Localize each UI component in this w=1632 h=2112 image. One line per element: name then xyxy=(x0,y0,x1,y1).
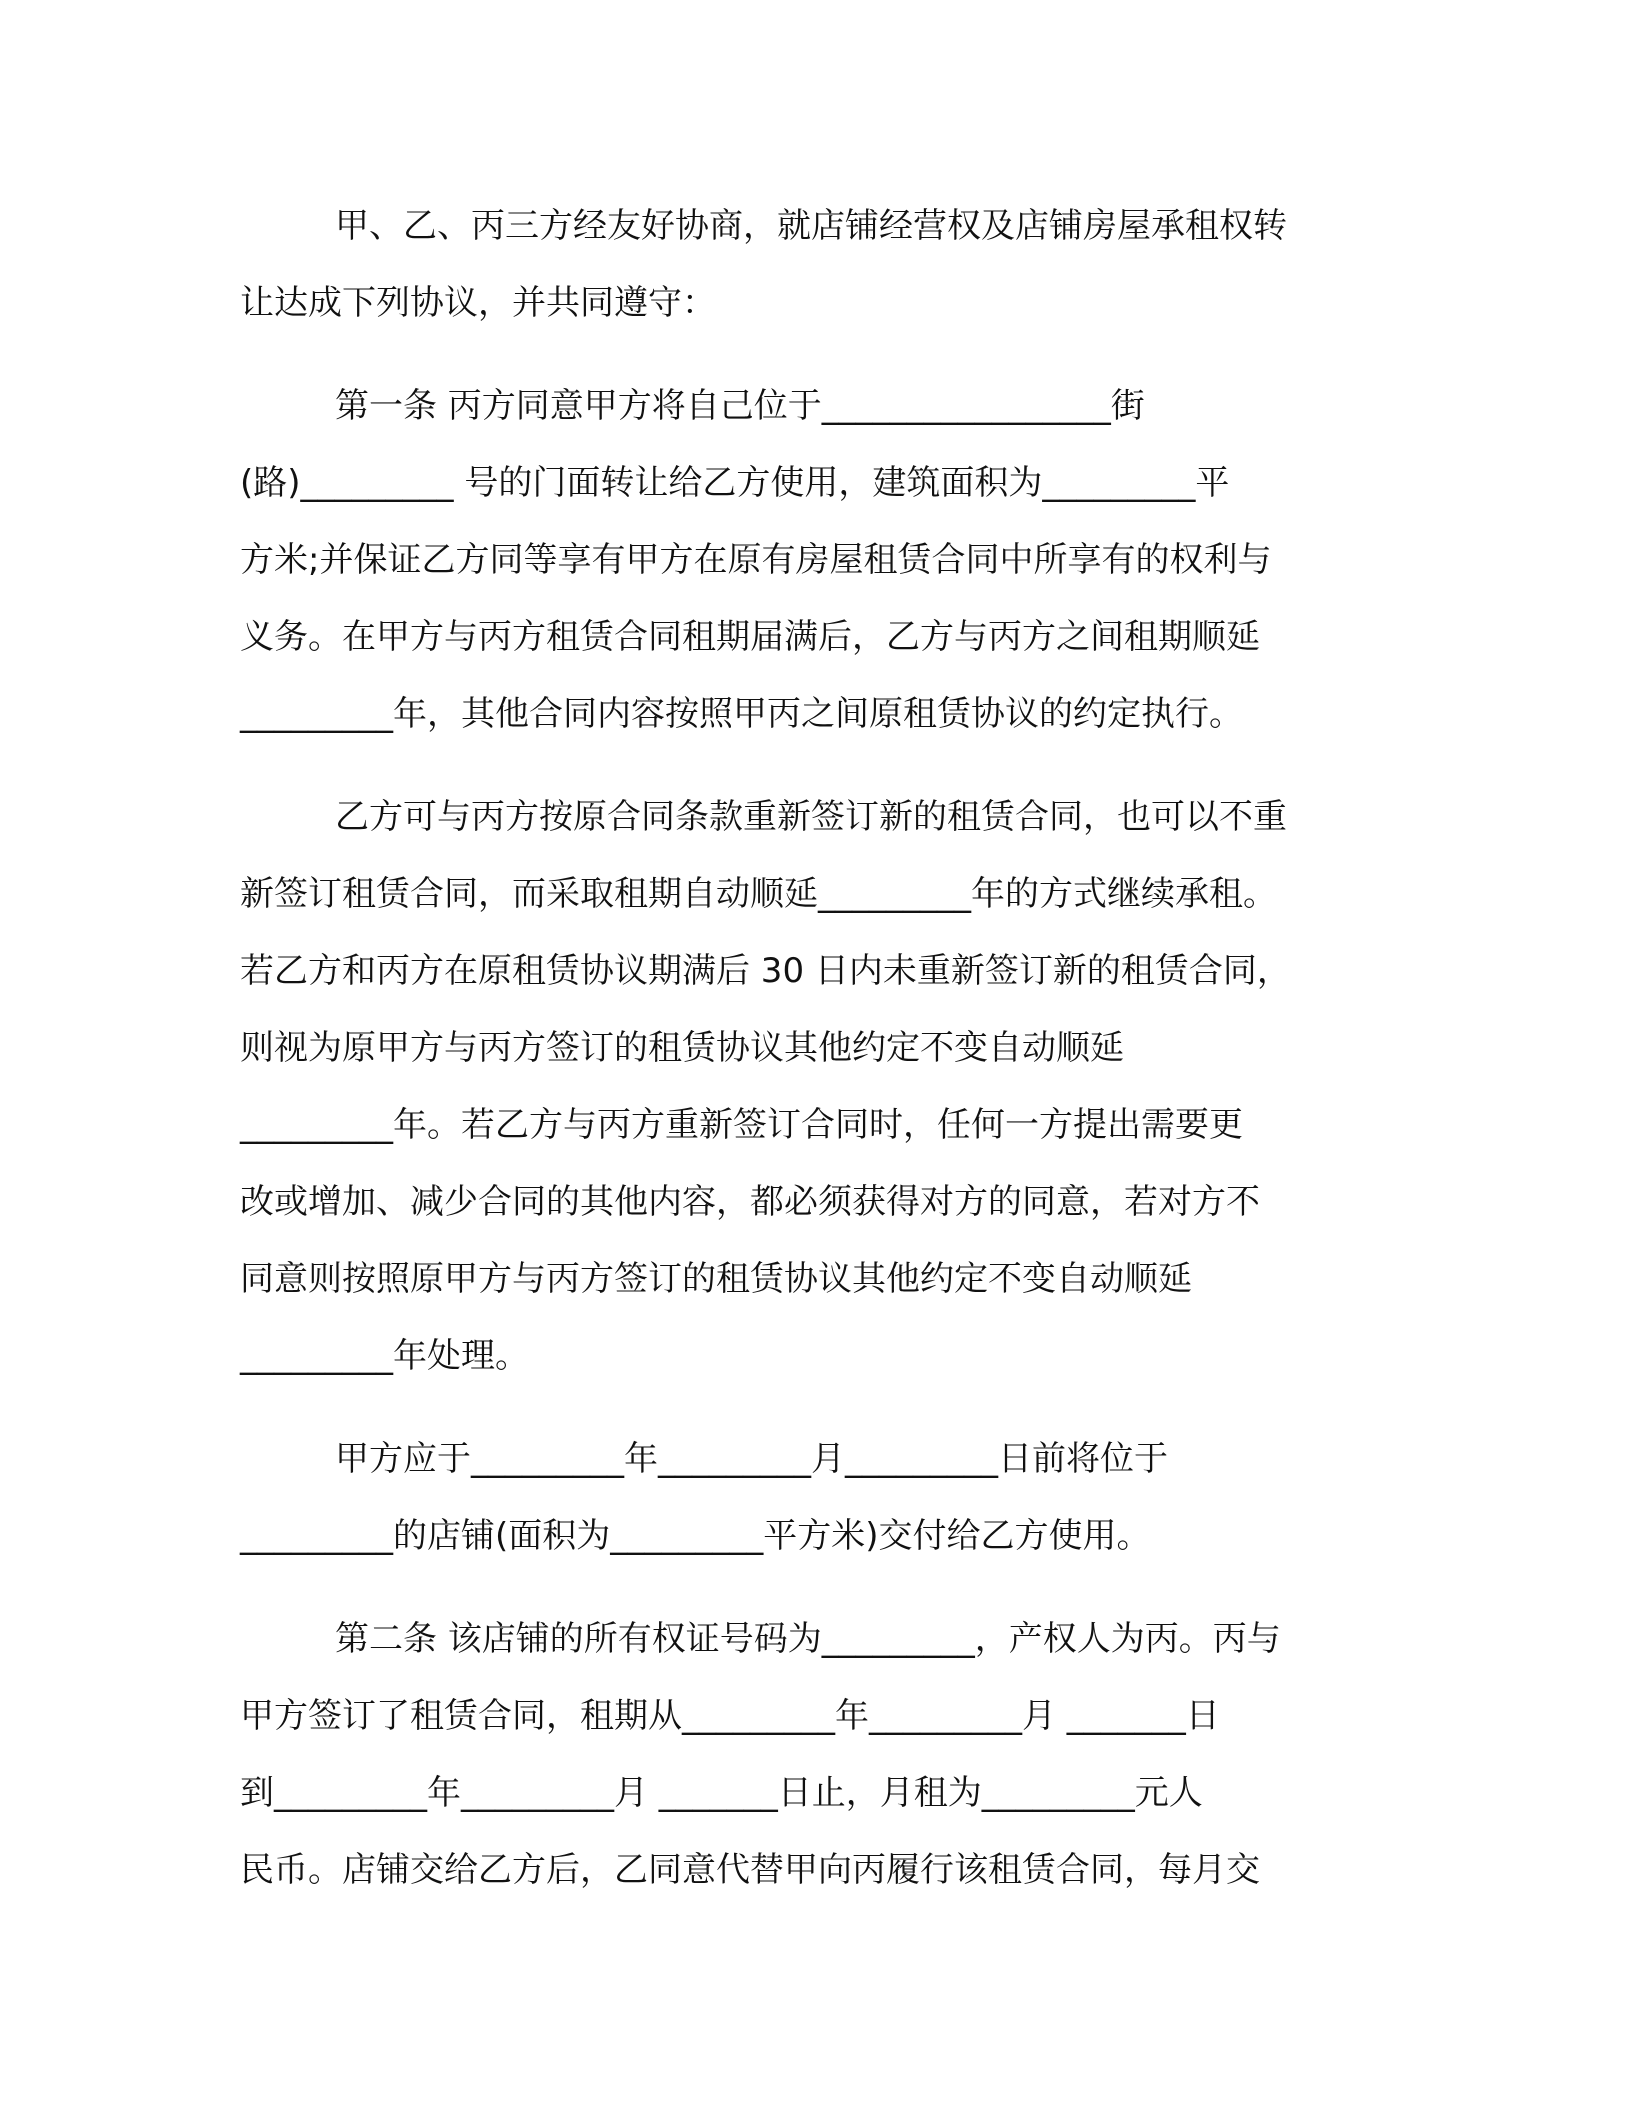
document-body xyxy=(240,188,1390,1909)
text-line: 让达成下列协议，并共同遵守： xyxy=(240,283,716,323)
text-line: 方米;并保证乙方同等享有甲方在原有房屋租赁合同中所享有的权利与 xyxy=(240,540,1272,580)
paragraph-delivery xyxy=(240,1421,1390,1575)
text-line: _________年。若乙方与丙方重新签订合同时，任何一方提出需要更 xyxy=(240,1105,1243,1145)
text-line: _________年，其他合同内容按照甲丙之间原租赁协议的约定执行。 xyxy=(240,694,1243,734)
paragraph-spacer xyxy=(240,1575,1390,1601)
text-line: 新签订租赁合同，而采取租期自动顺延_________年的方式继续承租。 xyxy=(240,874,1277,914)
paragraph-preamble xyxy=(240,188,1390,342)
text-line: 若乙方和丙方在原租赁协议期满后 30 日内未重新签订新的租赁合同， xyxy=(240,951,1291,991)
text-line: 甲、乙、丙三方经友好协商，就店铺经营权及店铺房屋承租权转 xyxy=(335,206,1287,246)
paragraph-article-2 xyxy=(240,1601,1390,1909)
text-line: 第二条 该店铺的所有权证号码为_________，产权人为丙。丙与 xyxy=(335,1619,1281,1659)
text-line: 同意则按照原甲方与丙方签订的租赁协议其他约定不变自动顺延 xyxy=(240,1259,1192,1299)
text-line: 义务。在甲方与丙方租赁合同租期届满后，乙方与丙方之间租期顺延 xyxy=(240,617,1260,657)
text-line: 第一条 丙方同意甲方将自己位于_________________街 xyxy=(335,386,1145,426)
text-line: _________年处理。 xyxy=(240,1336,529,1376)
text-line: 甲方签订了租赁合同，租期从_________年_________月 _______日 xyxy=(240,1696,1220,1736)
text-line: 民币。店铺交给乙方后，乙同意代替甲向丙履行该租赁合同，每月交 xyxy=(240,1850,1260,1890)
paragraph-spacer xyxy=(240,753,1390,779)
text-line: 改或增加、减少合同的其他内容，都必须获得对方的同意，若对方不 xyxy=(240,1182,1260,1222)
paragraph-renewal xyxy=(240,779,1390,1395)
text-line: 到_________年_________月 _______日止，月租为_________元人 xyxy=(240,1773,1203,1813)
paragraph-article-1 xyxy=(240,368,1390,753)
text-line: (路)_________ 号的门面转让给乙方使用，建筑面积为_________平 xyxy=(240,463,1230,503)
text-line: _________的店铺(面积为_________平方米)交付给乙方使用。 xyxy=(240,1516,1151,1556)
paragraph-spacer xyxy=(240,1395,1390,1421)
paragraph-spacer xyxy=(240,342,1390,368)
text-line: 乙方可与丙方按原合同条款重新签订新的租赁合同，也可以不重 xyxy=(335,797,1287,837)
text-line: 则视为原甲方与丙方签订的租赁协议其他约定不变自动顺延 xyxy=(240,1028,1124,1068)
text-line: 甲方应于_________年_________月_________日前将位于 xyxy=(335,1439,1168,1479)
